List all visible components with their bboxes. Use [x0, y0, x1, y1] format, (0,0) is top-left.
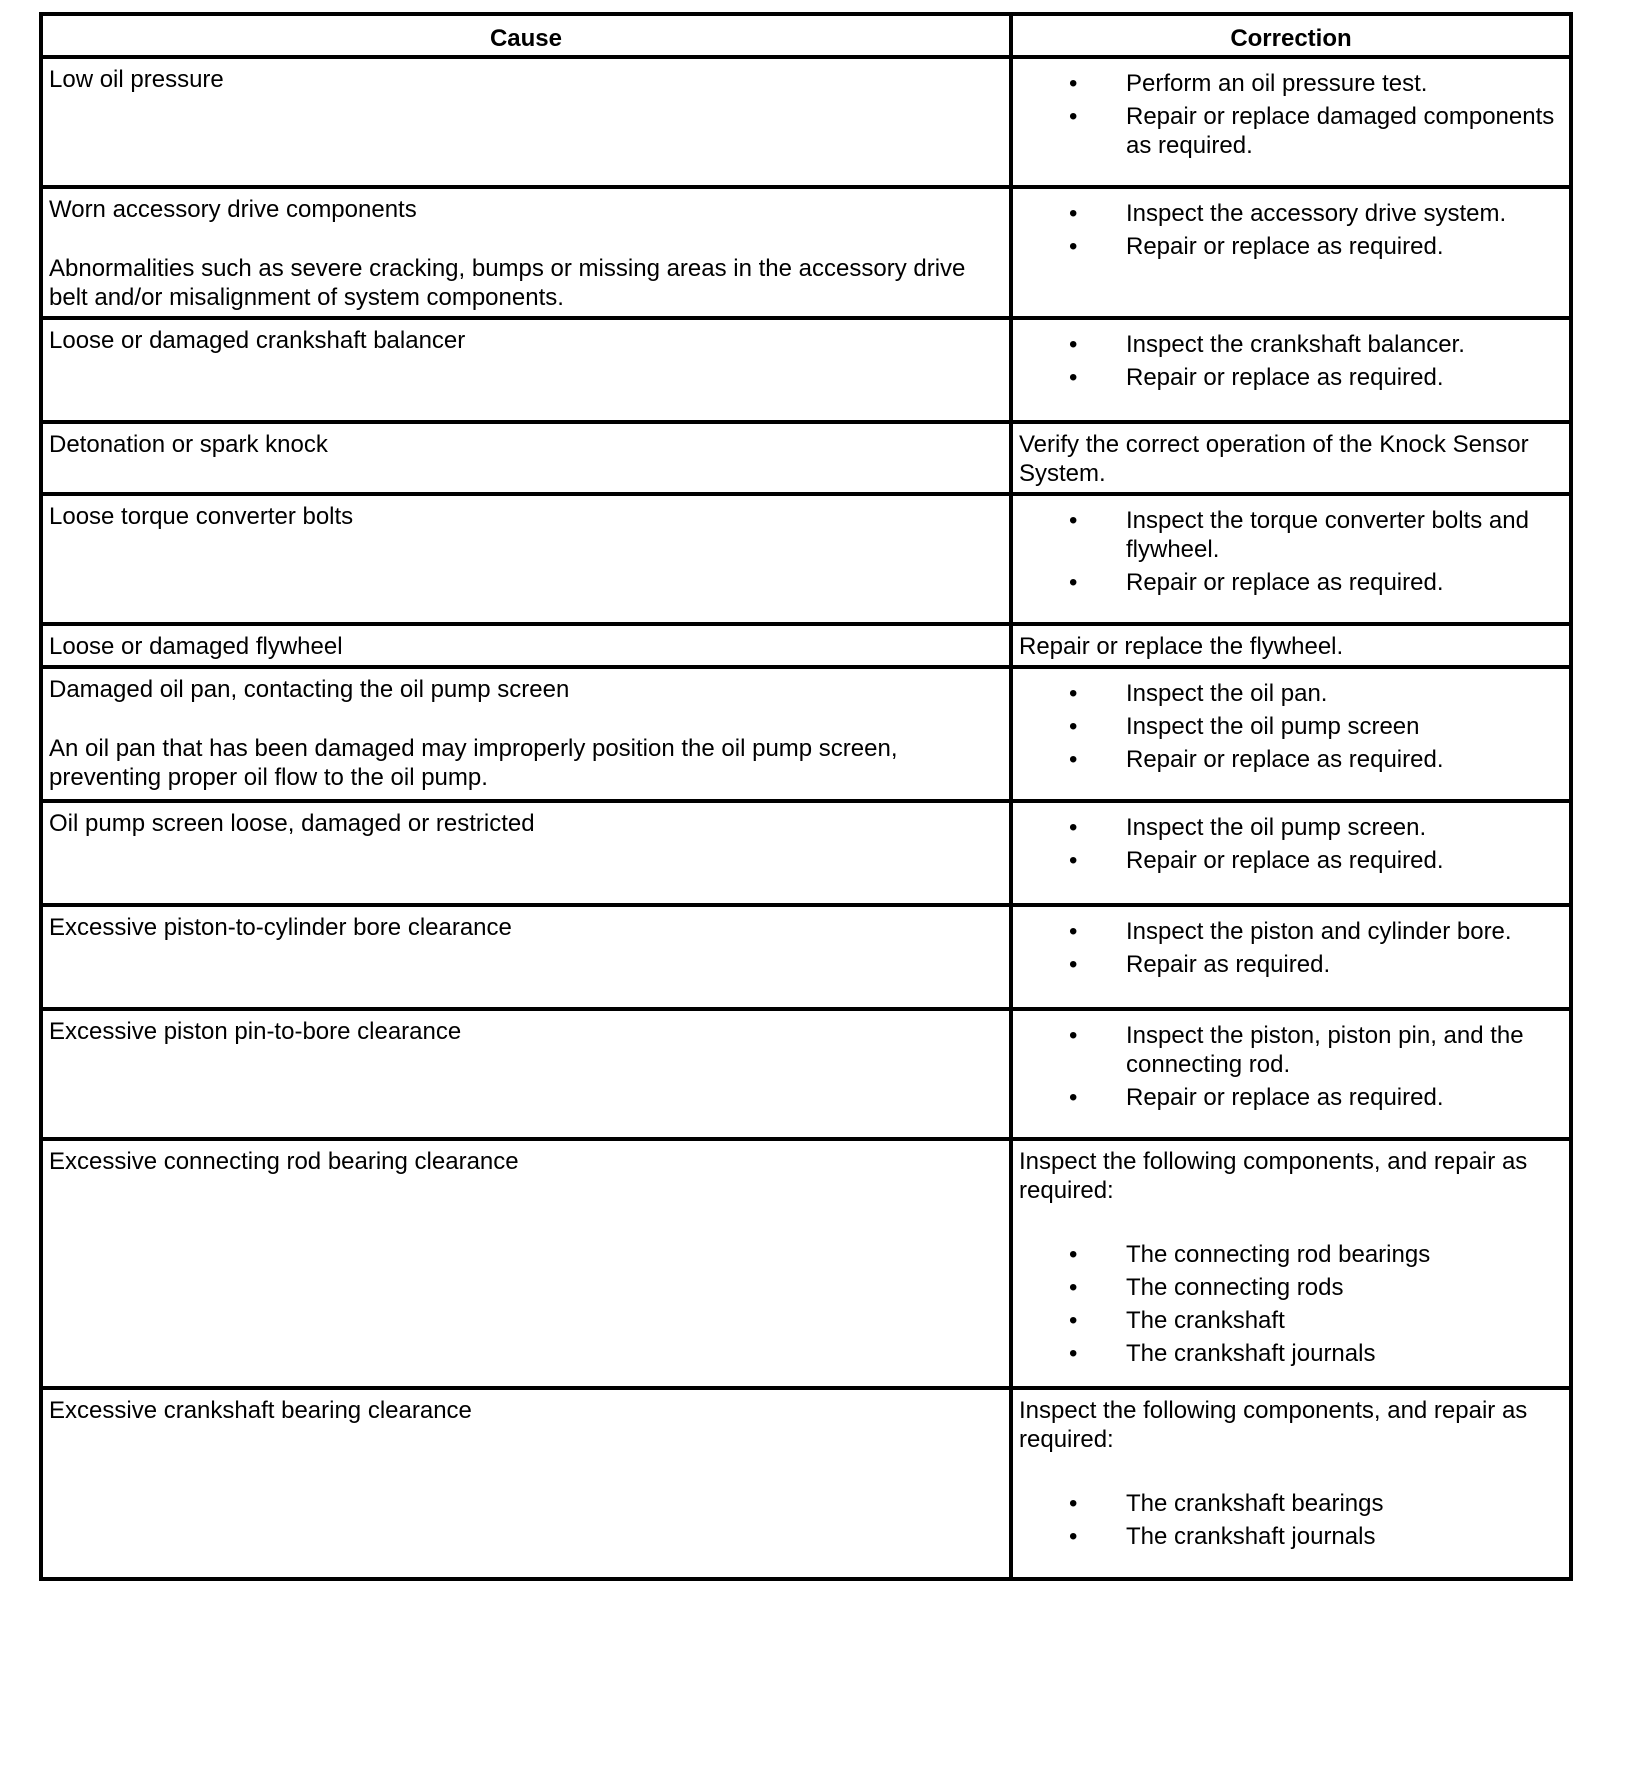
table-row [41, 1009, 1571, 1139]
cause-title: Low oil pressure [49, 66, 224, 93]
correction-bullet-item: • Repair or replace as required. [1019, 568, 1563, 597]
correction-bullet-item: • Repair or replace as required. [1019, 745, 1563, 774]
table-row [41, 1139, 1571, 1388]
cause-cell [41, 1009, 1011, 1139]
correction-text: Inspect the following components, and repair as required: [1019, 1397, 1528, 1453]
correction-bullet-item: • Repair or replace as required. [1019, 363, 1563, 392]
cause-title: Detonation or spark knock [49, 431, 328, 458]
cause-cell [41, 318, 1011, 422]
correction-bullet-list [1019, 506, 1563, 597]
correction-bullet-item: • Inspect the oil pump screen. [1019, 813, 1563, 842]
correction-bullet-item: • Repair or replace damaged components as required. [1019, 102, 1563, 160]
correction-bullet-item: • The crankshaft journals [1019, 1522, 1563, 1551]
correction-bullet-item: • The connecting rod bearings [1019, 1240, 1563, 1269]
cause-title: Excessive piston pin-to-bore clearance [49, 1018, 462, 1045]
correction-text: Repair or replace the flywheel. [1019, 633, 1344, 660]
cause-title: Loose or damaged flywheel [49, 633, 343, 660]
correction-bullet-item: • Inspect the piston, piston pin, and the connecting rod. [1019, 1021, 1563, 1079]
cause-title: Loose torque converter bolts [49, 503, 354, 530]
cause-cell [41, 801, 1011, 905]
correction-bullet-item: • Repair or replace as required. [1019, 846, 1563, 875]
correction-column-header: Correction [1011, 14, 1571, 57]
correction-bullet-list [1019, 330, 1563, 392]
cause-cell [41, 57, 1011, 187]
correction-bullet-item: • The crankshaft journals [1019, 1339, 1563, 1368]
table-row [41, 187, 1571, 318]
cause-cell [41, 624, 1011, 667]
correction-cell [1011, 422, 1571, 494]
cause-detail: Abnormalities such as severe cracking, bumps or missing areas in the accessory drive belt and/or misalignment of system components. [49, 255, 966, 311]
cause-cell [41, 1139, 1011, 1388]
correction-cell [1011, 318, 1571, 422]
correction-cell [1011, 1139, 1571, 1388]
table-row [41, 57, 1571, 187]
cause-title: Excessive connecting rod bearing clearance [49, 1148, 519, 1175]
correction-cell [1011, 667, 1571, 801]
cause-cell [41, 1388, 1011, 1579]
table-row [41, 624, 1571, 667]
correction-bullet-item: • Repair as required. [1019, 950, 1563, 979]
correction-cell [1011, 624, 1571, 667]
correction-text: Inspect the following components, and repair as required: [1019, 1148, 1528, 1204]
correction-bullet-list [1019, 1489, 1563, 1551]
table-row [41, 494, 1571, 624]
cause-cell [41, 187, 1011, 318]
correction-text: Verify the correct operation of the Knock Sensor System. [1019, 431, 1529, 487]
correction-bullet-list [1019, 813, 1563, 875]
correction-bullet-list [1019, 679, 1563, 774]
correction-bullet-item: • Inspect the torque converter bolts and flywheel. [1019, 506, 1563, 564]
correction-bullet-list [1019, 917, 1563, 979]
cause-title: Oil pump screen loose, damaged or restricted [49, 810, 535, 837]
cause-detail: An oil pan that has been damaged may improperly position the oil pump screen, preventing proper oil flow to the oil pump. [49, 735, 898, 791]
correction-bullet-list [1019, 199, 1563, 261]
table-row [41, 422, 1571, 494]
table-row [41, 801, 1571, 905]
correction-bullet-list [1019, 69, 1563, 160]
correction-bullet-item: • Inspect the crankshaft balancer. [1019, 330, 1563, 359]
correction-bullet-item: • Inspect the oil pump screen [1019, 712, 1563, 741]
correction-cell [1011, 801, 1571, 905]
cause-title: Excessive piston-to-cylinder bore clearance [49, 914, 512, 941]
correction-cell [1011, 187, 1571, 318]
cause-cell [41, 667, 1011, 801]
correction-bullet-item: • Inspect the piston and cylinder bore. [1019, 917, 1563, 946]
table-row [41, 318, 1571, 422]
table-row [41, 905, 1571, 1009]
table-body [41, 57, 1571, 1579]
cause-title: Worn accessory drive components [49, 196, 417, 223]
correction-bullet-list [1019, 1240, 1563, 1368]
correction-bullet-item: • Inspect the oil pan. [1019, 679, 1563, 708]
correction-bullet-item: • The crankshaft [1019, 1306, 1563, 1335]
correction-cell [1011, 1009, 1571, 1139]
header-row [41, 14, 1571, 57]
cause-title: Loose or damaged crankshaft balancer [49, 327, 466, 354]
correction-bullet-item: • Repair or replace as required. [1019, 1083, 1563, 1112]
correction-bullet-list [1019, 1021, 1563, 1112]
correction-cell [1011, 905, 1571, 1009]
correction-bullet-item: • Perform an oil pressure test. [1019, 69, 1563, 98]
correction-cell [1011, 1388, 1571, 1579]
correction-bullet-item: • The connecting rods [1019, 1273, 1563, 1302]
correction-cell [1011, 57, 1571, 187]
table-row [41, 1388, 1571, 1579]
cause-cell [41, 905, 1011, 1009]
cause-title: Excessive crankshaft bearing clearance [49, 1397, 472, 1424]
cause-column-header: Cause [41, 14, 1011, 57]
table-row [41, 667, 1571, 801]
correction-bullet-item: • The crankshaft bearings [1019, 1489, 1563, 1518]
correction-bullet-item: • Inspect the accessory drive system. [1019, 199, 1563, 228]
cause-correction-table [39, 12, 1573, 1581]
correction-bullet-item: • Repair or replace as required. [1019, 232, 1563, 261]
cause-cell [41, 422, 1011, 494]
cause-title: Damaged oil pan, contacting the oil pump screen [49, 676, 570, 703]
correction-cell [1011, 494, 1571, 624]
cause-cell [41, 494, 1011, 624]
